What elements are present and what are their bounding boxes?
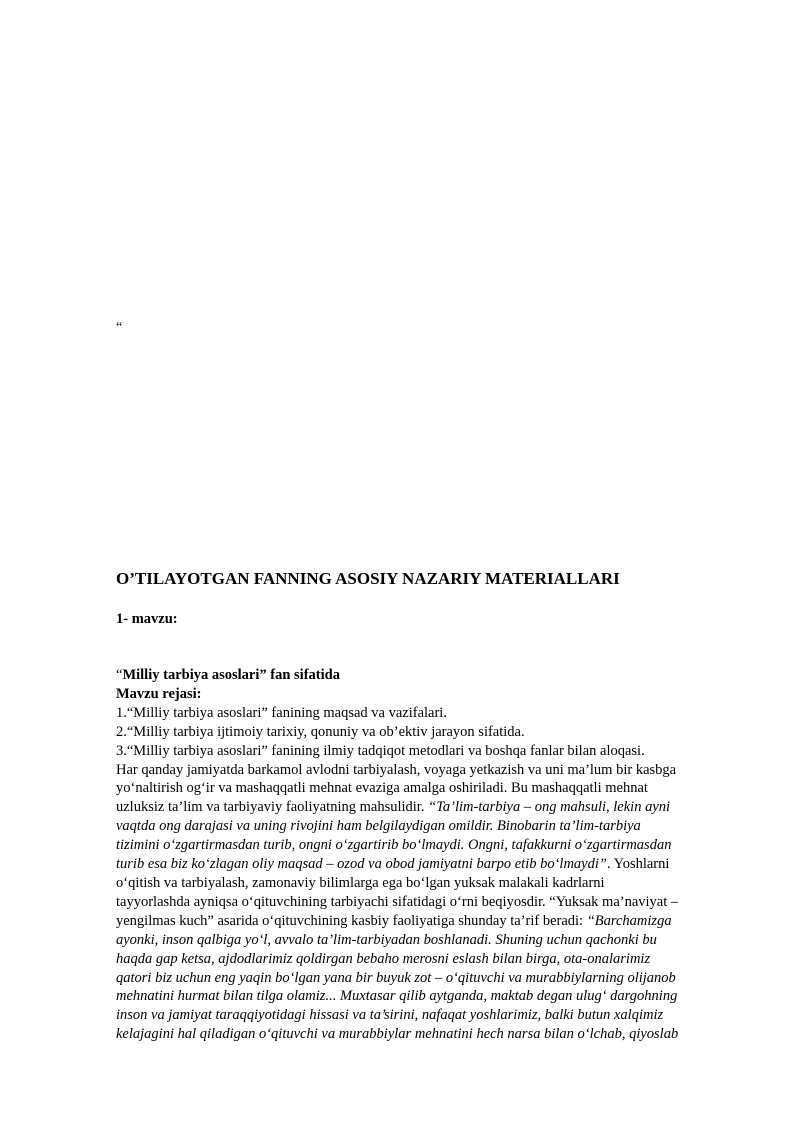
italic-quote-text: inson va jamiyat taraqqiyotidagi hissasi va ta’sirini, nafaqat yoshlarimiz, balki butun xalqimiz <box>116 1007 664 1024</box>
italic-quote-text: kelajagini hal qiladigan o‘qituvchi va murabbiylar mehnatini hech narsa bilan o‘lchab, qiyoslab <box>116 1026 679 1043</box>
italic-quote-text: mehnatini hurmat bilan tilga olamiz... Muxtasar qilib aytganda, maktab degan ulug‘ dargohning <box>116 988 678 1005</box>
body-line <box>116 912 746 931</box>
body-line <box>116 779 746 798</box>
document-content <box>116 666 746 1044</box>
body-paragraph <box>116 761 746 1045</box>
body-line <box>116 1025 746 1044</box>
body-line <box>116 761 746 780</box>
body-line <box>116 987 746 1006</box>
body-line <box>116 893 746 912</box>
body-text-run: . Yoshlarni <box>606 856 670 873</box>
italic-quote-text: “Ta’lim-tarbiya – ong mahsuli, lekin ayni <box>428 799 671 816</box>
body-line <box>116 950 746 969</box>
section-title: O’TILAYOTGAN FANNING ASOSIY NAZARIY MATERIALLARI <box>116 569 620 588</box>
body-line <box>116 1006 746 1025</box>
body-line <box>116 969 746 988</box>
plan-heading: Mavzu rejasi: <box>116 685 202 702</box>
body-line <box>116 836 746 855</box>
italic-quote-text: “Barchamizga <box>586 912 672 929</box>
topic-number: 1- mavzu: <box>116 611 178 627</box>
italic-quote-text: turib esa biz ko‘zlagan oliy maqsad – ozod va obod jamiyatni barpo etib bo‘lmaydi” <box>116 856 607 873</box>
italic-quote-text: haqda gap ketsa, ajdodlarimiz qoldirgan bebaho merosni eslash bilan birga, ota-onalarimiz <box>116 950 651 967</box>
topic-title-text: Milliy tarbiya asoslari” fan sifatida <box>122 667 340 683</box>
italic-quote-text: qatori biz uchun eng yaqin bo‘lgan yana bir buyuk zot – o‘qituvchi va murabbiylarning olijanob <box>116 969 676 986</box>
body-text-run: yengilmas kuch” asarida o‘qituvchining kasbiy faoliyatiga shunday ta’rif beradi: <box>116 912 587 929</box>
body-text-run: Har qanday jamiyatda barkamol avlodni tarbiyalash, voyaga yetkazish va uni ma’lum bir kasbga <box>116 761 677 778</box>
body-text-run: o‘qitish va tarbiyalash, zamonaviy bilimlarga ega bo‘lgan yuksak malakali kadrlarni <box>116 874 605 891</box>
body-line <box>116 798 746 817</box>
body-text-run: yo‘naltirish og‘ir va mashaqqatli mehnat evaziga amalga oshiriladi. Bu mashaqqatli mehnat <box>116 780 648 797</box>
italic-quote-text: vaqtda ong darajasi va uning rivojini ham belgilaydigan omildir. Binobarin ta’lim-tarbiya <box>116 818 641 835</box>
plan-item: 1.“Milliy tarbiya asoslari” fanining maqsad va vazifalari. <box>116 704 447 721</box>
body-text-run: tayyorlashda ayniqsa o‘qituvchining tarbiyachi sifatidagi o‘rni beqiyosdir. “Yuksak ma’naviyat – <box>116 893 679 910</box>
topic-title <box>116 666 746 685</box>
stray-quote-mark: “ <box>116 320 123 335</box>
italic-quote-text: tizimini o‘zgartirmasdan turib, ongni o‘zgartirib bo‘lmaydi. Ongni, tafakkurni o‘zgartirmasdan <box>116 837 672 854</box>
body-line <box>116 931 746 950</box>
body-line <box>116 817 746 836</box>
topic-title-quote: “ <box>116 667 123 683</box>
plan-item: 3.“Milliy tarbiya asoslari” fanining ilmiy tadqiqot metodlari va boshqa fanlar bilan aloqasi. <box>116 742 645 759</box>
italic-quote-text: ayonki, inson qalbiga yo‘l, avvalo ta’lim-tarbiyadan boshlanadi. Shuning uchun qachonki bu <box>116 931 657 948</box>
plan-item: 2.“Milliy tarbiya ijtimoiy tarixiy, qonuniy va ob’ektiv jarayon sifatida. <box>116 723 525 740</box>
body-text-run: uzluksiz ta’lim va tarbiyaviy faoliyatning mahsulidir. <box>116 799 429 816</box>
body-line <box>116 874 746 893</box>
body-line <box>116 855 746 874</box>
